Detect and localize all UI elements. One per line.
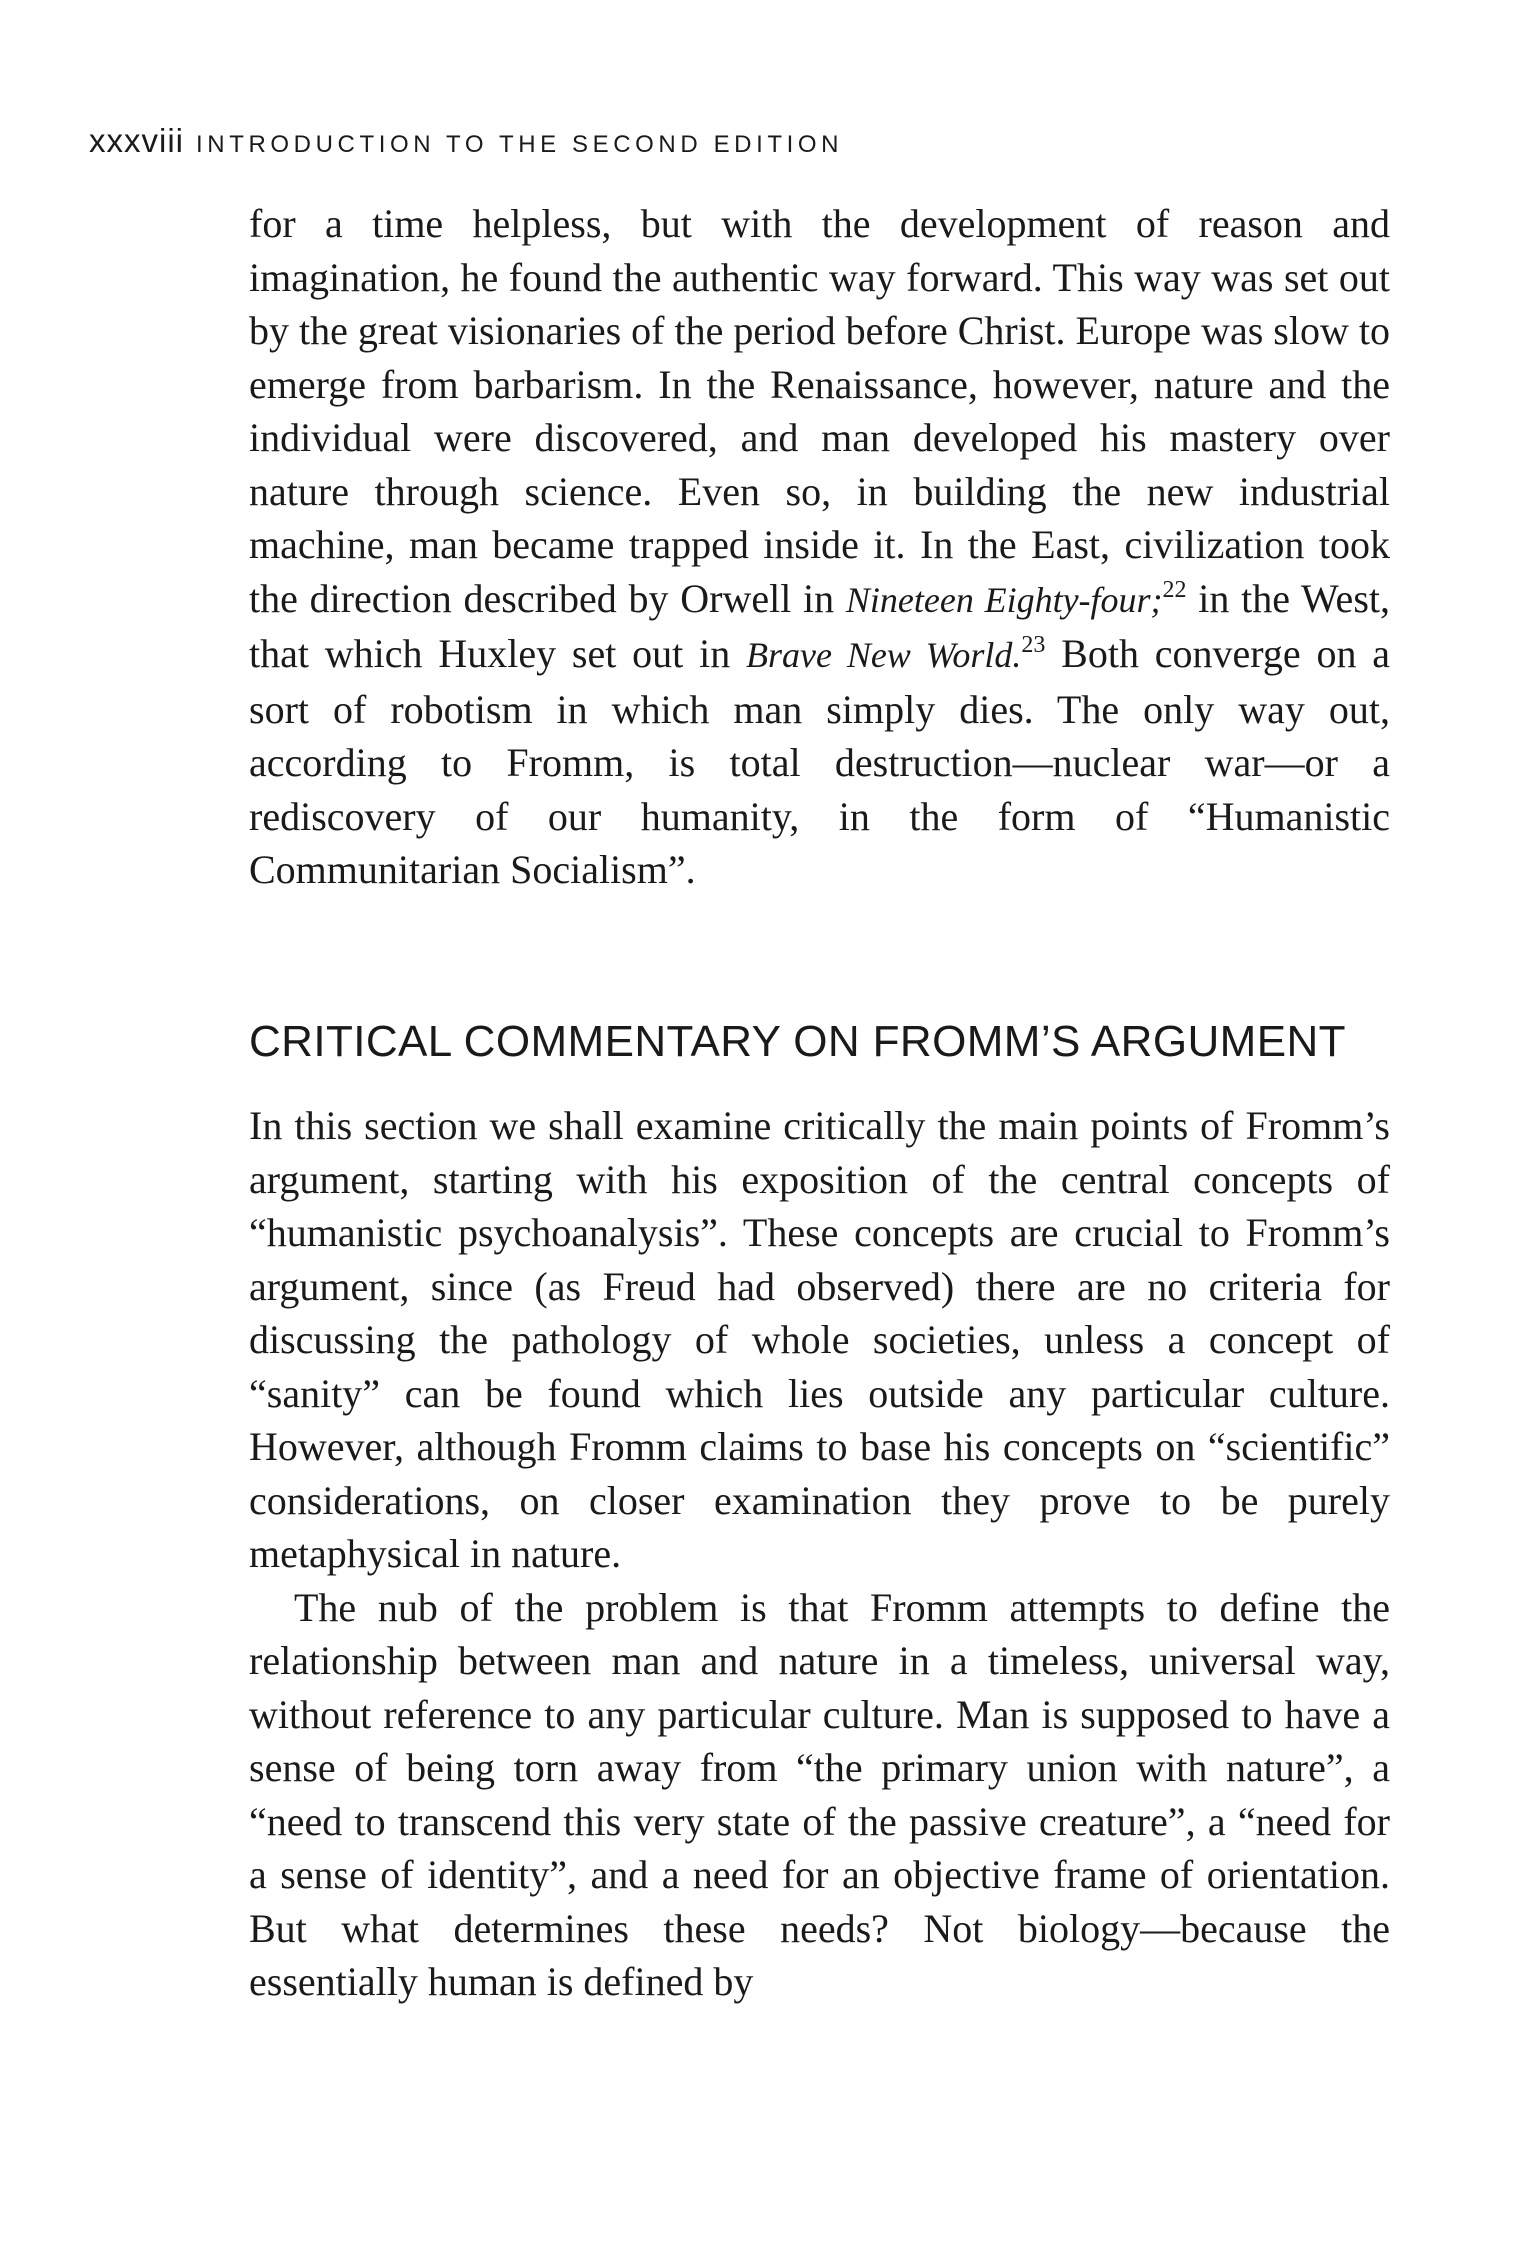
section-heading: CRITICAL COMMENTARY ON FROMM’S ARGUMENT bbox=[249, 1017, 1346, 1066]
paragraph-text: for a time helpless, but with the development of reason and imagination, he found the authentic way forward. This way was set out by the great visionaries of the period before Christ. Europe was slow to emerge from barbarism. In the Renaissance, however, nature and the individual were discovered, and man developed his mastery over nature through science. Even so, in building the new industrial machine, man became trapped inside it. In the East, civilization took the direction described by Orwell in bbox=[249, 201, 1390, 621]
footnote-marker-23: 23 bbox=[1021, 632, 1046, 658]
footnote-marker-22: 22 bbox=[1162, 576, 1187, 603]
book-title-brave-new-world: Brave New World. bbox=[746, 635, 1022, 675]
continued-text-block bbox=[249, 197, 1390, 897]
section-text-block bbox=[249, 1099, 1390, 2009]
running-title: INTRODUCTION TO THE SECOND EDITION bbox=[196, 131, 844, 158]
section-paragraph-1: In this section we shall examine critically the main points of Fromm’s argument, starting with his exposition of the central concepts of “humanistic psychoanalysis”. These concepts are crucial to Fromm’s argument, since (as Freud had observed) there are no criteria for discussing the pathology of whole societies, unless a concept of “sanity” can be found which lies outside any particular culture. However, although Fromm claims to base his concepts on “scientific” considerations, on closer examination they prove to be purely metaphysical in nature. bbox=[249, 1103, 1390, 1576]
page-number: xxxviii bbox=[89, 122, 184, 159]
running-head bbox=[89, 124, 843, 157]
paragraph-text: in the West, that which Huxley set out in bbox=[249, 575, 1390, 676]
paragraph-text: Both converge on a sort of robotism in which man simply dies. The only way out, according to Fromm, is total destruction—nuclear war—or a rediscovery of our humanity, in the form of “Humanistic Communitarian Socialism”. bbox=[249, 631, 1391, 892]
section-paragraph-2: The nub of the problem is that Fromm attempts to define the relationship between man and nature in a timeless, universal way, without reference to any particular culture. Man is supposed to have a sense of being torn away from “the primary union with nature”, a “need to transcend this very state of the passive creature”, a “need for a sense of identity”, and a need for an objective frame of orientation. But what determines these needs? Not biology—because the essentially human is defined by bbox=[249, 1584, 1390, 2004]
book-title-nineteen-eighty-four: Nineteen Eighty-four; bbox=[845, 579, 1163, 620]
continued-paragraph bbox=[249, 197, 1390, 897]
